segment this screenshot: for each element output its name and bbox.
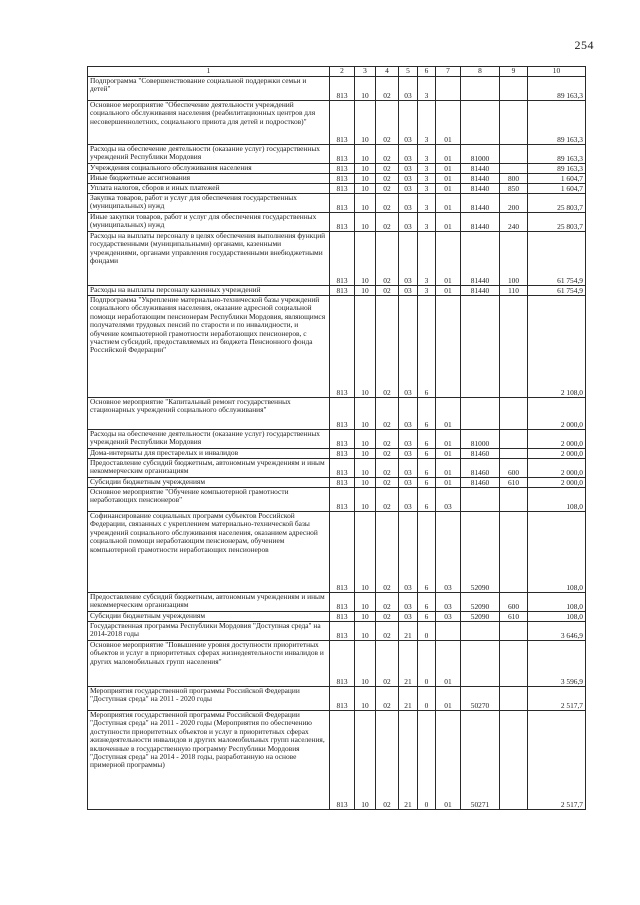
row-name-cell: Расходы на обеспечение деятельности (оказание услуг) государственных учреждений Республики Мордовия (88, 430, 330, 449)
section-cell: 10 (355, 77, 376, 101)
program-cell: 03 (399, 512, 418, 593)
expense-type-cell (500, 145, 528, 164)
amount-cell: 2 000,0 (528, 478, 586, 488)
amount-cell: 89 163,3 (528, 77, 586, 101)
admin-code-cell: 813 (330, 194, 355, 213)
expense-type-cell (500, 622, 528, 641)
expense-type-cell (500, 430, 528, 449)
activity-cell (436, 296, 461, 398)
activity-cell: 01 (436, 641, 461, 687)
admin-code-cell: 813 (330, 164, 355, 174)
expense-type-cell (500, 641, 528, 687)
subprogram-cell: 3 (418, 174, 436, 184)
expense-type-cell (500, 296, 528, 398)
program-cell: 21 (399, 711, 418, 810)
direction-cell: 52090 (461, 612, 500, 622)
direction-cell (461, 641, 500, 687)
column-header: 2 (330, 67, 355, 77)
program-cell: 03 (399, 174, 418, 184)
activity-cell: 01 (436, 687, 461, 711)
subprogram-cell: 6 (418, 430, 436, 449)
section-cell: 10 (355, 101, 376, 145)
table-row (88, 164, 586, 174)
subsection-cell: 02 (376, 184, 399, 194)
expense-type-cell (500, 164, 528, 174)
row-name-cell: Основное мероприятие "Обеспечение деятельности учреждений социального обслуживания населения (реабилитационных центров для несовершеннолетних, социального приюта для детей и подростков)" (88, 101, 330, 145)
table-row (88, 478, 586, 488)
direction-cell: 81440 (461, 194, 500, 213)
subsection-cell: 02 (376, 213, 399, 232)
row-name-cell: Расходы на выплаты персоналу в целях обеспечения выполнения функций государственными (муниципальными) органами, казенными учреждениями, органами управления государственными внебюджетными фондами (88, 232, 330, 286)
program-cell: 21 (399, 641, 418, 687)
expense-type-cell: 610 (500, 478, 528, 488)
admin-code-cell: 813 (330, 612, 355, 622)
subsection-cell: 02 (376, 612, 399, 622)
column-header: 1 (88, 67, 330, 77)
direction-cell (461, 101, 500, 145)
admin-code-cell: 813 (330, 77, 355, 101)
direction-cell: 81440 (461, 164, 500, 174)
admin-code-cell: 813 (330, 398, 355, 430)
table-row (88, 174, 586, 184)
subprogram-cell: 0 (418, 687, 436, 711)
direction-cell: 52090 (461, 593, 500, 612)
section-cell: 10 (355, 232, 376, 286)
admin-code-cell: 813 (330, 622, 355, 641)
column-header: 6 (418, 67, 436, 77)
expense-type-cell (500, 77, 528, 101)
admin-code-cell: 813 (330, 459, 355, 478)
column-header: 8 (461, 67, 500, 77)
subsection-cell: 02 (376, 101, 399, 145)
admin-code-cell: 813 (330, 593, 355, 612)
subsection-cell: 02 (376, 296, 399, 398)
column-header: 9 (500, 67, 528, 77)
activity-cell: 01 (436, 213, 461, 232)
subprogram-cell: 6 (418, 459, 436, 478)
direction-cell: 81440 (461, 232, 500, 286)
direction-cell: 50271 (461, 711, 500, 810)
activity-cell (436, 77, 461, 101)
direction-cell: 81440 (461, 184, 500, 194)
subprogram-cell: 0 (418, 622, 436, 641)
section-cell: 10 (355, 296, 376, 398)
admin-code-cell: 813 (330, 184, 355, 194)
direction-cell: 81440 (461, 174, 500, 184)
program-cell: 03 (399, 488, 418, 512)
amount-cell: 89 163,3 (528, 164, 586, 174)
subsection-cell: 02 (376, 622, 399, 641)
amount-cell: 108,0 (528, 512, 586, 593)
direction-cell (461, 77, 500, 101)
table-row (88, 593, 586, 612)
program-cell: 03 (399, 593, 418, 612)
program-cell: 03 (399, 194, 418, 213)
subprogram-cell: 6 (418, 612, 436, 622)
amount-cell: 108,0 (528, 488, 586, 512)
amount-cell: 2 517,7 (528, 687, 586, 711)
program-cell: 03 (399, 430, 418, 449)
amount-cell: 89 163,3 (528, 101, 586, 145)
subsection-cell: 02 (376, 478, 399, 488)
table-row (88, 77, 586, 101)
section-cell: 10 (355, 184, 376, 194)
expense-type-cell (500, 449, 528, 459)
program-cell: 03 (399, 449, 418, 459)
admin-code-cell: 813 (330, 296, 355, 398)
subsection-cell: 02 (376, 232, 399, 286)
subsection-cell: 02 (376, 687, 399, 711)
program-cell: 03 (399, 296, 418, 398)
table-row (88, 488, 586, 512)
section-cell: 10 (355, 612, 376, 622)
row-name-cell: Расходы на выплаты персоналу казенных учреждений (88, 286, 330, 296)
direction-cell (461, 488, 500, 512)
subprogram-cell: 3 (418, 286, 436, 296)
expense-type-cell (500, 512, 528, 593)
row-name-cell: Подпрограмма "Укрепление материально-технической базы учреждений социального обслуживания населения, оказание адресной социальной помощи неработающим пенсионерам Республики Мордовия, являющимся получателями трудовых пенсий по старости и по инвалидности, и обучение компьютерной грамотности неработающих пенсионеров, с участием субсидий, предоставляемых из бюджета Пенсионного фонда Российской Федерации" (88, 296, 330, 398)
amount-cell: 2 000,0 (528, 459, 586, 478)
expense-type-cell (500, 488, 528, 512)
table-row (88, 512, 586, 593)
amount-cell: 89 163,3 (528, 145, 586, 164)
row-name-cell: Подпрограмма "Совершенствование социальной поддержки семьи и детей" (88, 77, 330, 101)
subprogram-cell: 3 (418, 145, 436, 164)
activity-cell: 01 (436, 478, 461, 488)
subsection-cell: 02 (376, 459, 399, 478)
direction-cell: 81440 (461, 286, 500, 296)
direction-cell: 52090 (461, 512, 500, 593)
activity-cell: 01 (436, 232, 461, 286)
table-row (88, 622, 586, 641)
direction-cell (461, 622, 500, 641)
table-row (88, 687, 586, 711)
section-cell: 10 (355, 174, 376, 184)
amount-cell: 25 803,7 (528, 194, 586, 213)
row-name-cell: Основное мероприятие "Обучение компьютерной грамотности неработающих пенсионеров" (88, 488, 330, 512)
budget-table (87, 66, 586, 810)
row-name-cell: Субсидии бюджетным учреждениям (88, 612, 330, 622)
expense-type-cell: 610 (500, 612, 528, 622)
subprogram-cell: 3 (418, 184, 436, 194)
expense-type-cell (500, 398, 528, 430)
amount-cell: 108,0 (528, 593, 586, 612)
admin-code-cell: 813 (330, 430, 355, 449)
table-row (88, 232, 586, 286)
row-name-cell: Закупка товаров, работ и услуг для обеспечения государственных (муниципальных) нужд (88, 194, 330, 213)
direction-cell: 50270 (461, 687, 500, 711)
direction-cell (461, 398, 500, 430)
table-row (88, 101, 586, 145)
subprogram-cell: 3 (418, 164, 436, 174)
activity-cell: 03 (436, 512, 461, 593)
expense-type-cell (500, 711, 528, 810)
subprogram-cell: 6 (418, 593, 436, 612)
row-name-cell: Предоставление субсидий бюджетным, автономным учреждениям и иным некоммерческим организациям (88, 459, 330, 478)
section-cell: 10 (355, 711, 376, 810)
table-row (88, 430, 586, 449)
amount-cell: 1 604,7 (528, 184, 586, 194)
expense-type-cell: 200 (500, 194, 528, 213)
direction-cell (461, 296, 500, 398)
admin-code-cell: 813 (330, 101, 355, 145)
amount-cell: 1 604,7 (528, 174, 586, 184)
activity-cell: 01 (436, 286, 461, 296)
page-number: 254 (574, 38, 594, 52)
row-name-cell: Основное мероприятие "Повышение уровня доступности приоритетных объектов и услуг в приоритетных сферах жизнедеятельности инвалидов и других маломобильных групп населения" (88, 641, 330, 687)
table-row (88, 398, 586, 430)
admin-code-cell: 813 (330, 512, 355, 593)
subprogram-cell: 6 (418, 478, 436, 488)
program-cell: 03 (399, 77, 418, 101)
subsection-cell: 02 (376, 145, 399, 164)
amount-cell: 3 596,9 (528, 641, 586, 687)
expense-type-cell: 240 (500, 213, 528, 232)
subprogram-cell: 6 (418, 398, 436, 430)
subsection-cell: 02 (376, 711, 399, 810)
activity-cell: 01 (436, 398, 461, 430)
table-row (88, 145, 586, 164)
table-row (88, 449, 586, 459)
expense-type-cell: 110 (500, 286, 528, 296)
amount-cell: 2 517,7 (528, 711, 586, 810)
column-header: 3 (355, 67, 376, 77)
expense-type-cell: 600 (500, 459, 528, 478)
program-cell: 03 (399, 213, 418, 232)
program-cell: 03 (399, 184, 418, 194)
admin-code-cell: 813 (330, 711, 355, 810)
subsection-cell: 02 (376, 488, 399, 512)
section-cell: 10 (355, 459, 376, 478)
direction-cell: 81460 (461, 478, 500, 488)
table-row (88, 286, 586, 296)
row-name-cell: Государственная программа Республики Мордовия "Доступная среда" на 2014-2018 годы (88, 622, 330, 641)
table-row (88, 612, 586, 622)
expense-type-cell: 850 (500, 184, 528, 194)
subprogram-cell: 6 (418, 296, 436, 398)
expense-type-cell: 100 (500, 232, 528, 286)
program-cell: 21 (399, 622, 418, 641)
subsection-cell: 02 (376, 398, 399, 430)
row-name-cell: Основное мероприятие "Капитальный ремонт государственных стационарных учреждений социального обслуживания" (88, 398, 330, 430)
row-name-cell: Расходы на обеспечение деятельности (оказание услуг) государственных учреждений Республики Мордовия (88, 145, 330, 164)
row-name-cell: Предоставление субсидий бюджетным, автономным учреждениям и иным некоммерческим организациям (88, 593, 330, 612)
row-name-cell: Мероприятия государственной программы Российской Федерации "Доступная среда" на 2011 - 2020 годы (Мероприятия по обеспечению доступности приоритетных объектов и услуг в приоритетных сферах жизнедеятельности инвалидов и других маломобильных групп населения, включенные в государственную программу Республики Мордовия "Доступная среда" на 2014 - 2018 годы, разработанную на основе примерной программы) (88, 711, 330, 810)
activity-cell: 01 (436, 430, 461, 449)
section-cell: 10 (355, 622, 376, 641)
program-cell: 21 (399, 687, 418, 711)
activity-cell: 03 (436, 488, 461, 512)
subsection-cell: 02 (376, 174, 399, 184)
column-header: 10 (528, 67, 586, 77)
admin-code-cell: 813 (330, 478, 355, 488)
subsection-cell: 02 (376, 512, 399, 593)
admin-code-cell: 813 (330, 449, 355, 459)
subsection-cell: 02 (376, 164, 399, 174)
table-row (88, 213, 586, 232)
section-cell: 10 (355, 488, 376, 512)
program-cell: 03 (399, 459, 418, 478)
table-row (88, 184, 586, 194)
section-cell: 10 (355, 430, 376, 449)
direction-cell: 81460 (461, 449, 500, 459)
section-cell: 10 (355, 512, 376, 593)
amount-cell: 61 754,9 (528, 232, 586, 286)
expense-type-cell: 600 (500, 593, 528, 612)
section-cell: 10 (355, 687, 376, 711)
amount-cell: 2 000,0 (528, 430, 586, 449)
direction-cell: 81000 (461, 145, 500, 164)
amount-cell: 2 108,0 (528, 296, 586, 398)
admin-code-cell: 813 (330, 213, 355, 232)
row-name-cell: Дома-интернаты для престарелых и инвалидов (88, 449, 330, 459)
program-cell: 03 (399, 101, 418, 145)
column-header: 5 (399, 67, 418, 77)
amount-cell: 61 754,9 (528, 286, 586, 296)
subprogram-cell: 3 (418, 194, 436, 213)
column-header: 4 (376, 67, 399, 77)
subsection-cell: 02 (376, 593, 399, 612)
row-name-cell: Иные закупки товаров, работ и услуг для обеспечения государственных (муниципальных) нужд (88, 213, 330, 232)
activity-cell: 03 (436, 612, 461, 622)
expense-type-cell (500, 687, 528, 711)
table-row (88, 641, 586, 687)
subsection-cell: 02 (376, 641, 399, 687)
direction-cell: 81460 (461, 459, 500, 478)
column-header: 7 (436, 67, 461, 77)
expense-type-cell (500, 101, 528, 145)
amount-cell: 2 000,0 (528, 449, 586, 459)
activity-cell: 01 (436, 194, 461, 213)
table-header-row (88, 67, 586, 77)
admin-code-cell: 813 (330, 488, 355, 512)
program-cell: 03 (399, 145, 418, 164)
row-name-cell: Субсидии бюджетным учреждениям (88, 478, 330, 488)
subprogram-cell: 6 (418, 449, 436, 459)
admin-code-cell: 813 (330, 286, 355, 296)
subsection-cell: 02 (376, 430, 399, 449)
program-cell: 03 (399, 286, 418, 296)
section-cell: 10 (355, 478, 376, 488)
admin-code-cell: 813 (330, 232, 355, 286)
section-cell: 10 (355, 449, 376, 459)
section-cell: 10 (355, 398, 376, 430)
subsection-cell: 02 (376, 77, 399, 101)
section-cell: 10 (355, 593, 376, 612)
table-row (88, 459, 586, 478)
section-cell: 10 (355, 213, 376, 232)
activity-cell: 01 (436, 711, 461, 810)
subprogram-cell: 0 (418, 711, 436, 810)
activity-cell: 01 (436, 101, 461, 145)
activity-cell (436, 622, 461, 641)
section-cell: 10 (355, 145, 376, 164)
activity-cell: 01 (436, 145, 461, 164)
subprogram-cell: 6 (418, 488, 436, 512)
program-cell: 03 (399, 398, 418, 430)
amount-cell: 3 646,9 (528, 622, 586, 641)
admin-code-cell: 813 (330, 145, 355, 164)
row-name-cell: Мероприятия государственной программы Российской Федерации "Доступная среда" на 2011 - 2020 годы (88, 687, 330, 711)
direction-cell: 81440 (461, 213, 500, 232)
admin-code-cell: 813 (330, 687, 355, 711)
expense-type-cell: 800 (500, 174, 528, 184)
subprogram-cell: 3 (418, 232, 436, 286)
activity-cell: 01 (436, 449, 461, 459)
program-cell: 03 (399, 164, 418, 174)
program-cell: 03 (399, 232, 418, 286)
amount-cell: 2 000,0 (528, 398, 586, 430)
subprogram-cell: 3 (418, 213, 436, 232)
amount-cell: 25 803,7 (528, 213, 586, 232)
admin-code-cell: 813 (330, 641, 355, 687)
subsection-cell: 02 (376, 194, 399, 213)
section-cell: 10 (355, 286, 376, 296)
activity-cell: 01 (436, 184, 461, 194)
activity-cell: 01 (436, 459, 461, 478)
activity-cell: 01 (436, 164, 461, 174)
section-cell: 10 (355, 194, 376, 213)
direction-cell: 81000 (461, 430, 500, 449)
row-name-cell: Уплата налогов, сборов и иных платежей (88, 184, 330, 194)
subprogram-cell: 3 (418, 101, 436, 145)
table-row (88, 711, 586, 810)
activity-cell: 03 (436, 593, 461, 612)
subprogram-cell: 3 (418, 77, 436, 101)
table-row (88, 194, 586, 213)
table-row (88, 296, 586, 398)
row-name-cell: Иные бюджетные ассигнования (88, 174, 330, 184)
subprogram-cell: 0 (418, 641, 436, 687)
section-cell: 10 (355, 164, 376, 174)
row-name-cell: Учреждения социального обслуживания населения (88, 164, 330, 174)
subsection-cell: 02 (376, 286, 399, 296)
section-cell: 10 (355, 641, 376, 687)
program-cell: 03 (399, 478, 418, 488)
subsection-cell: 02 (376, 449, 399, 459)
program-cell: 03 (399, 612, 418, 622)
row-name-cell: Софинансирование социальных программ субъектов Российской Федерации, связанных с укреплением материально-технической базы учреждений социального обслуживания населения, оказанием адресной социальной помощи неработающим пенсионерам, обучением компьютерной грамотности неработающих пенсионеров (88, 512, 330, 593)
admin-code-cell: 813 (330, 174, 355, 184)
activity-cell: 01 (436, 174, 461, 184)
subprogram-cell: 6 (418, 512, 436, 593)
amount-cell: 108,0 (528, 612, 586, 622)
